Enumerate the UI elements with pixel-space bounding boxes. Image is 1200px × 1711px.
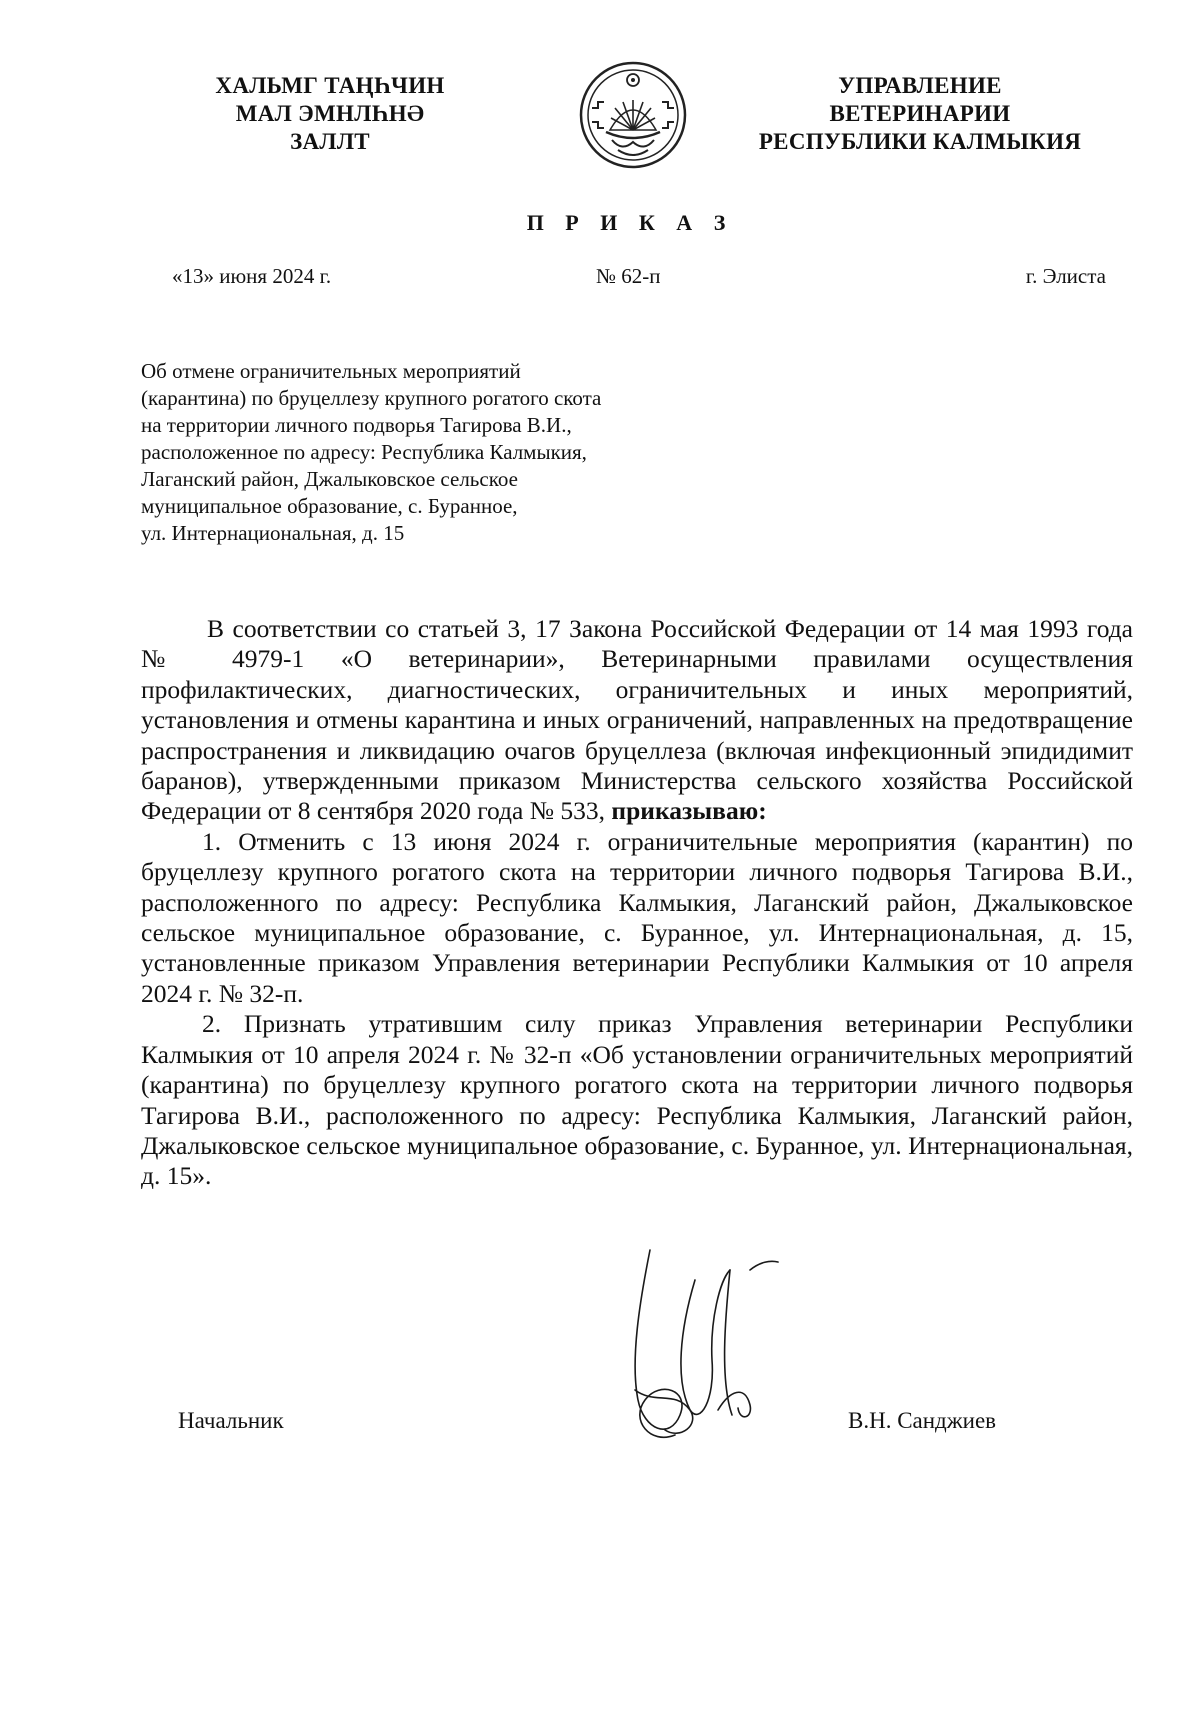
kalmykia-emblem-icon	[578, 60, 688, 170]
header-right-org-name	[740, 72, 1100, 156]
subject-line: Об отмене ограничительных мероприятий	[141, 359, 521, 383]
order-item-1: 1. Отменить с 13 июня 2024 г. ограничительные мероприятия (карантин) по бруцеллезу крупного рогатого скота на территории личного подворья Тагирова В.И., расположенного по адресу: Республика Калмыкия, Лаганский район, Джалыковское сельское муниципальное образование, с. Буранное, ул. Интернациональная, д. 15, установленные приказом Управления ветеринарии Республики Калмыкия от 10 апреля 2024 г. № 32-п.	[141, 826, 1133, 1008]
handwritten-signature-icon	[620, 1240, 780, 1460]
subject-line: ул. Интернациональная, д. 15	[141, 521, 405, 545]
header-right-line: РЕСПУБЛИКИ КАЛМЫКИЯ	[758, 129, 1082, 154]
signer-position: Начальник	[178, 1408, 284, 1433]
subject-line: Лаганский район, Джалыковское сельское	[141, 467, 518, 491]
order-number: № 62-п	[596, 264, 661, 288]
order-date: «13» июня 2024 г.	[172, 264, 332, 288]
header-left-line: МАЛ ЭМНЛҺНӘ	[235, 101, 425, 126]
preamble-paragraph	[141, 614, 1133, 827]
header-left-line: ХАЛЬМГ ТАҢҺЧИН	[215, 73, 445, 98]
order-word: приказываю:	[611, 796, 767, 826]
header-left-org-name	[150, 72, 510, 156]
signer-name: В.Н. Санджиев	[848, 1408, 997, 1433]
header-right-line: ВЕТЕРИНАРИИ	[829, 101, 1011, 126]
subject-line: расположенное по адресу: Республика Калмыкия,	[141, 440, 587, 464]
header-right-line: УПРАВЛЕНИЕ	[838, 73, 1002, 98]
order-item-2: 2. Признать утратившим силу приказ Управления ветеринарии Республики Калмыкия от 10 апреля 2024 г. № 32-п «Об установлении ограничительных мероприятий (карантина) по бруцеллезу крупного рогатого скота на территории личного подворья Тагирова В.И., расположенного по адресу: Республика Калмыкия, Лаганский район, Джалыковское сельское муниципальное образование, с. Буранное, ул. Интернациональная, д. 15».	[141, 1009, 1133, 1191]
header-left-line: ЗАЛЛТ	[290, 129, 370, 154]
order-city: г. Элиста	[1025, 264, 1106, 288]
subject-line: муниципальное образование, с. Буранное,	[141, 494, 518, 518]
subject-line: (карантина) по бруцеллезу крупного рогатого скота	[141, 386, 602, 410]
subject-line: на территории личного подворья Тагирова В.И.,	[141, 413, 572, 437]
order-body	[141, 614, 1133, 1192]
document-type-title: П Р И К А З	[526, 210, 734, 235]
preamble-text: В соответствии со статьей 3, 17 Закона Российской Федерации от 14 мая 1993 года № 4979-1 «О ветеринарии», Ветеринарными правилами осуществления профилактических, диагностических, ограничительных и иных мероприятий, установления и отмены карантина и иных ограничений, направленных на предотвращение распространения и ликвидацию очагов бруцеллеза (включая инфекционный эпидидимит баранов), утвержденными приказом Министерства сельского хозяйства Российской Федерации от 8 сентября 2020 года № 533,	[141, 614, 1133, 826]
order-subject	[141, 358, 701, 547]
